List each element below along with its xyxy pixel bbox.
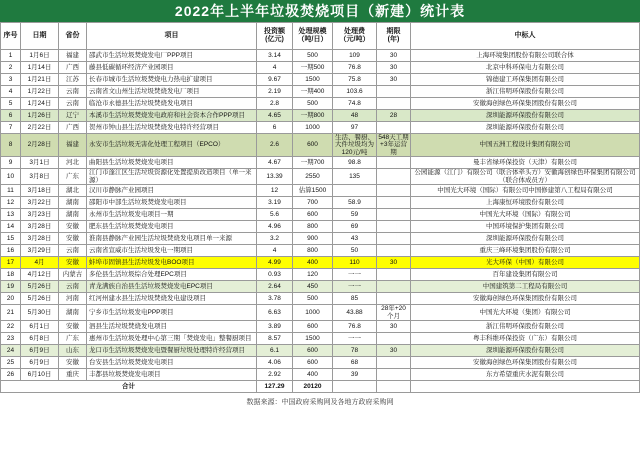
cell-term: 28年+20个月 (377, 305, 411, 321)
cell-project: 蚌埠市固镇县生活垃圾发电BOO项目 (87, 257, 257, 269)
cell-no: 16 (1, 245, 21, 257)
cell-project: 本溪市生活垃圾焚烧发电政府和社会资本合作PPP项目 (87, 110, 257, 122)
cell-term (377, 98, 411, 110)
cell-investment: 0.93 (257, 269, 293, 281)
cell-bidder: 光大环保（中国）有限公司 (411, 257, 640, 269)
cell-bidder: 粤丰科维环保投资（广东）有限公司 (411, 333, 640, 345)
table-row (1, 281, 640, 293)
cell-scale: 600 (293, 321, 333, 333)
cell-bidder: 曼丰省绿环保投资（天津）有限公司 (411, 157, 640, 169)
cell-province: 安徽 (59, 221, 87, 233)
cell-bidder: 深圳能源环保股份有限公司 (411, 110, 640, 122)
cell-investment: 2.8 (257, 98, 293, 110)
table-row (1, 333, 640, 345)
cell-province: 云南 (59, 245, 87, 257)
cell-term (377, 169, 411, 185)
cell-date: 3月22日 (21, 197, 59, 209)
cell-project: 台安县生活垃圾焚烧发电项目 (87, 357, 257, 369)
cell-date: 5月26日 (21, 293, 59, 305)
cell-project: 肥东县生活垃圾焚烧发电项目 (87, 221, 257, 233)
cell-scale: 120 (293, 269, 333, 281)
table-row (1, 257, 640, 269)
table-row (1, 221, 640, 233)
cell-date: 1月26日 (21, 110, 59, 122)
cell-investment: 3.19 (257, 197, 293, 209)
cell-investment: 4.65 (257, 110, 293, 122)
cell-bidder: 上海环境集团股份有限公司联合体 (411, 50, 640, 62)
cell-no: 2 (1, 62, 21, 74)
cell-project: 邵武市生活垃圾焚烧发电厂PPP项目 (87, 50, 257, 62)
cell-date: 3月23日 (21, 209, 59, 221)
cell-scale: 500 (293, 98, 333, 110)
cell-project: 汉川市静脉产业园项目 (87, 185, 257, 197)
cell-date: 3月8日 (21, 169, 59, 185)
table-row (1, 209, 640, 221)
cell-scale: 600 (293, 345, 333, 357)
cell-investment: 6 (257, 122, 293, 134)
table-row (1, 134, 640, 157)
table-row (1, 185, 640, 197)
cell-date: 5月30日 (21, 305, 59, 321)
cell-fee: 110 (333, 257, 377, 269)
cell-term (377, 357, 411, 369)
cell-project: 淮南县静脉产业园生活垃圾焚烧发电项目单一来源 (87, 233, 257, 245)
table-row (1, 74, 640, 86)
cell-fee: 74.8 (333, 98, 377, 110)
cell-no: 13 (1, 209, 21, 221)
cell-bidder: 中国光大环境（集团）有限公司 (411, 305, 640, 321)
table-row (1, 157, 640, 169)
cell-no: 1 (1, 50, 21, 62)
cell-province: 重庆 (59, 369, 87, 381)
cell-scale: 1000 (293, 305, 333, 321)
cell-date: 2月28日 (21, 134, 59, 157)
cell-term: 30 (377, 345, 411, 357)
cell-no: 14 (1, 221, 21, 233)
cell-province: 山东 (59, 345, 87, 357)
cell-project: 青龙满族自治县生活垃圾焚烧发电EPC项目 (87, 281, 257, 293)
table-row (1, 233, 640, 245)
cell-scale: 600 (293, 209, 333, 221)
cell-project: 邵阳市中部生活垃圾焚烧发电项目 (87, 197, 257, 209)
cell-date: 2月22日 (21, 122, 59, 134)
cell-scale: 900 (293, 233, 333, 245)
cell-investment: 6.63 (257, 305, 293, 321)
waste-incineration-table (0, 22, 640, 393)
cell-fee: 76.8 (333, 321, 377, 333)
col-fee: 处理费 （元/吨） (333, 23, 377, 50)
cell-scale: 1500 (293, 74, 333, 86)
cell-fee: 43.88 (333, 305, 377, 321)
cell-term (377, 86, 411, 98)
cell-scale: 一期800 (293, 110, 333, 122)
cell-term (377, 122, 411, 134)
cell-term: 30 (377, 62, 411, 74)
cell-term (377, 233, 411, 245)
table-row (1, 122, 640, 134)
table-total-row (1, 381, 640, 393)
cell-bidder: 中国光大环境（国际）有限公司 (411, 209, 640, 221)
cell-fee: 58.9 (333, 197, 377, 209)
cell-no: 25 (1, 357, 21, 369)
cell-scale: 1500 (293, 333, 333, 345)
page-title: 2022年上半年垃圾焚烧项目（新建）统计表 (174, 3, 466, 19)
cell-bidder: 百年建设集团有限公司 (411, 269, 640, 281)
cell-bidder: 深圳能源环保股份有限公司 (411, 122, 640, 134)
table-row (1, 110, 640, 122)
cell-scale: 500 (293, 50, 333, 62)
cell-bidder: 重庆三峰环境集团股份有限公司 (411, 245, 640, 257)
cell-bidder: 锦德建工环保集团有限公司 (411, 74, 640, 86)
cell-date: 3月28日 (21, 233, 59, 245)
cell-date: 6月1日 (21, 321, 59, 333)
cell-province: 辽宁 (59, 110, 87, 122)
col-bidder: 中标人 (411, 23, 640, 50)
cell-fee: 75.8 (333, 74, 377, 86)
table-body (1, 50, 640, 393)
cell-no: 12 (1, 197, 21, 209)
table-header-row (1, 23, 640, 50)
cell-total-bidder (411, 381, 640, 393)
cell-investment: 3.2 (257, 233, 293, 245)
cell-term (377, 157, 411, 169)
cell-investment: 5.6 (257, 209, 293, 221)
cell-fee (333, 185, 377, 197)
cell-project: 丰都县垃圾焚烧发电项目 (87, 369, 257, 381)
cell-scale: 400 (293, 369, 333, 381)
cell-investment: 4 (257, 245, 293, 257)
cell-province: 广东 (59, 169, 87, 185)
cell-date: 4月12日 (21, 269, 59, 281)
cell-fee: 生活、餐厨、大件垃圾均为120元/吨 (333, 134, 377, 157)
cell-scale: 800 (293, 245, 333, 257)
table-row (1, 357, 640, 369)
cell-date: 6月8日 (21, 333, 59, 345)
cell-scale: 2550 (293, 169, 333, 185)
cell-province: 安徽 (59, 257, 87, 269)
cell-term (377, 245, 411, 257)
table-row (1, 345, 640, 357)
cell-term (377, 269, 411, 281)
cell-province: 安徽 (59, 233, 87, 245)
table-row (1, 269, 640, 281)
cell-fee: 59 (333, 209, 377, 221)
cell-fee: 97 (333, 122, 377, 134)
cell-total-label: 合计 (1, 381, 257, 393)
cell-term (377, 369, 411, 381)
cell-scale: 一期700 (293, 157, 333, 169)
cell-province: 广东 (59, 333, 87, 345)
cell-date: 5月26日 (21, 281, 59, 293)
cell-bidder: 安徽海创绿色环保集团股份有限公司 (411, 357, 640, 369)
cell-scale: 一期400 (293, 86, 333, 98)
cell-province: 河北 (59, 157, 87, 169)
cell-term: 30 (377, 74, 411, 86)
cell-no: 26 (1, 369, 21, 381)
cell-date: 3月29日 (21, 245, 59, 257)
col-investment: 投资额 (亿元) (257, 23, 293, 50)
cell-fee: 50 (333, 245, 377, 257)
cell-bidder: 安徽海创绿色环保集团股份有限公司 (411, 293, 640, 305)
cell-fee: 一一 (333, 333, 377, 345)
cell-project: 曲阳县生活垃圾焚烧发电项目 (87, 157, 257, 169)
cell-fee: 103.6 (333, 86, 377, 98)
cell-scale: 600 (293, 357, 333, 369)
cell-term (377, 185, 411, 197)
cell-fee: 69 (333, 221, 377, 233)
cell-investment: 2.6 (257, 134, 293, 157)
table-row (1, 169, 640, 185)
cell-total-scale: 20120 (293, 381, 333, 393)
cell-bidder: 深圳能源环保股份有限公司 (411, 345, 640, 357)
cell-bidder: 东方希望重庆水泥有限公司 (411, 369, 640, 381)
cell-scale: 800 (293, 221, 333, 233)
cell-fee: 48 (333, 110, 377, 122)
cell-province: 江苏 (59, 74, 87, 86)
col-no: 序号 (1, 23, 21, 50)
cell-bidder: 上海康恒环境股份有限公司 (411, 197, 640, 209)
cell-total-investment: 127.29 (257, 381, 293, 393)
source-note: 数据来源：中国政府采购网及各地方政府采购网 (246, 399, 394, 407)
cell-investment: 4 (257, 62, 293, 74)
cell-investment: 9.67 (257, 74, 293, 86)
cell-term: 30 (377, 257, 411, 269)
col-province: 省份 (59, 23, 87, 50)
cell-bidder: 中国环境保护集团有限公司 (411, 221, 640, 233)
cell-investment: 3.78 (257, 293, 293, 305)
cell-fee: 68 (333, 357, 377, 369)
cell-project: 永州市生活垃圾发电项目一期 (87, 209, 257, 221)
cell-no: 10 (1, 169, 21, 185)
cell-term: 28 (377, 110, 411, 122)
cell-scale: 一期500 (293, 62, 333, 74)
cell-project: 红河州建水县生活垃圾焚烧发电建设项目 (87, 293, 257, 305)
col-project: 项目 (87, 23, 257, 50)
cell-bidder: 中国建筑第二工程局有限公司 (411, 281, 640, 293)
cell-fee: 一一 (333, 281, 377, 293)
cell-fee: 85 (333, 293, 377, 305)
cell-province: 云南 (59, 281, 87, 293)
cell-date: 6月9日 (21, 345, 59, 357)
cell-no: 23 (1, 333, 21, 345)
table-row (1, 245, 640, 257)
cell-term (377, 197, 411, 209)
cell-fee: 98.8 (333, 157, 377, 169)
cell-fee: 109 (333, 50, 377, 62)
cell-no: 4 (1, 86, 21, 98)
table-row (1, 62, 640, 74)
cell-province: 湖南 (59, 209, 87, 221)
cell-term (377, 209, 411, 221)
table-row (1, 197, 640, 209)
cell-project: 云南省宣威市生活垃圾发电一期项目 (87, 245, 257, 257)
cell-no: 8 (1, 134, 21, 157)
cell-no: 7 (1, 122, 21, 134)
cell-scale: 450 (293, 281, 333, 293)
cell-scale: 400 (293, 257, 333, 269)
cell-date: 6月9日 (21, 357, 59, 369)
table-row (1, 98, 640, 110)
cell-project: 永安市生活垃圾无害化处理工程项目（EPCO） (87, 134, 257, 157)
cell-bidder: 安徽海创绿色环保集团股份有限公司 (411, 98, 640, 110)
cell-fee: 135 (333, 169, 377, 185)
cell-date: 3月28日 (21, 221, 59, 233)
cell-project: 多伦县生活垃圾综合处理EPC项目 (87, 269, 257, 281)
cell-bidder: 浙江伟明环保股份有限公司 (411, 321, 640, 333)
cell-no: 15 (1, 233, 21, 245)
cell-project: 云南省文山州生活垃圾焚烧发电厂项目 (87, 86, 257, 98)
col-scale: 处理规模 （吨/日） (293, 23, 333, 50)
cell-province: 安徽 (59, 357, 87, 369)
cell-province: 广西 (59, 62, 87, 74)
cell-project: 临沧市永德县生活垃圾焚烧发电项目 (87, 98, 257, 110)
cell-province: 湖北 (59, 185, 87, 197)
cell-date: 3月18日 (21, 185, 59, 197)
document-title-bar (0, 0, 640, 22)
cell-province: 内蒙古 (59, 269, 87, 281)
cell-no: 24 (1, 345, 21, 357)
cell-investment: 3.89 (257, 321, 293, 333)
cell-fee: 76.8 (333, 62, 377, 74)
cell-province: 云南 (59, 98, 87, 110)
cell-no: 3 (1, 74, 21, 86)
cell-term: 30 (377, 321, 411, 333)
cell-scale: 500 (293, 293, 333, 305)
cell-no: 11 (1, 185, 21, 197)
cell-investment: 2.92 (257, 369, 293, 381)
cell-project: 江门市蓬江区生活垃圾资源化处置提质改造项目（单一来源） (87, 169, 257, 185)
cell-project: 惠州市生活垃圾处理中心第三期「焚烧发电」整餐厨项目 (87, 333, 257, 345)
cell-province: 云南 (59, 86, 87, 98)
table-row (1, 293, 640, 305)
cell-date: 1月24日 (21, 98, 59, 110)
cell-province: 湖南 (59, 305, 87, 321)
cell-no: 17 (1, 257, 21, 269)
cell-investment: 4.99 (257, 257, 293, 269)
cell-term: 548天工期+3年运营期 (378, 134, 409, 156)
cell-bidder: 公园能源（江门）有限公司（联合体牵头方）安徽海创绿色环保集团有限公司（联合体成员方） (411, 169, 640, 185)
cell-project: 龙口市生活垃圾焚烧发电暨餐厨垃圾处理特许经营项目 (87, 345, 257, 357)
cell-province: 安徽 (59, 321, 87, 333)
cell-no: 5 (1, 98, 21, 110)
cell-total-fee (333, 381, 377, 393)
cell-no: 9 (1, 157, 21, 169)
cell-no: 19 (1, 281, 21, 293)
cell-term (377, 293, 411, 305)
cell-fee: 78 (333, 345, 377, 357)
cell-scale: 1000 (293, 122, 333, 134)
cell-date: 3月1日 (21, 157, 59, 169)
table-row (1, 305, 640, 321)
cell-no: 6 (1, 110, 21, 122)
cell-bidder: 中国五洲工程设计集团有限公司 (411, 134, 640, 157)
cell-bidder: 北京中科环保电力有限公司 (411, 62, 640, 74)
col-date: 日期 (21, 23, 59, 50)
cell-date: 6月10日 (21, 369, 59, 381)
cell-investment: 4.67 (257, 157, 293, 169)
cell-fee: 39 (333, 369, 377, 381)
cell-term (377, 333, 411, 345)
cell-province: 广西 (59, 122, 87, 134)
cell-project: 藤县低碳循环经济产业园项目 (87, 62, 257, 74)
cell-investment: 8.57 (257, 333, 293, 345)
cell-investment: 13.39 (257, 169, 293, 185)
cell-no: 20 (1, 293, 21, 305)
cell-bidder: 深圳能源环保股份有限公司 (411, 233, 640, 245)
cell-investment: 2.19 (257, 86, 293, 98)
col-term: 期限 (年) (377, 23, 411, 50)
cell-province: 湖南 (59, 197, 87, 209)
cell-project: 泗县生活垃圾焚烧发电项目 (87, 321, 257, 333)
table-row (1, 369, 640, 381)
cell-scale: 估算1500 (293, 185, 333, 197)
cell-term (377, 221, 411, 233)
cell-total-term (377, 381, 411, 393)
cell-fee: 一一 (333, 269, 377, 281)
cell-no: 21 (1, 305, 21, 321)
cell-scale: 700 (293, 197, 333, 209)
cell-investment: 3.14 (257, 50, 293, 62)
cell-no: 22 (1, 321, 21, 333)
cell-fee: 43 (333, 233, 377, 245)
cell-project: 贺州市钟山县生活垃圾焚烧发电特许经营项目 (87, 122, 257, 134)
cell-bidder: 浙江伟明环保股份有限公司 (411, 86, 640, 98)
cell-date: 1月21日 (21, 74, 59, 86)
cell-project: 宁乡市生活垃圾发电PPP项目 (87, 305, 257, 321)
cell-investment: 4.06 (257, 357, 293, 369)
cell-province: 河南 (59, 293, 87, 305)
cell-date: 1月22日 (21, 86, 59, 98)
cell-investment: 2.64 (257, 281, 293, 293)
cell-investment: 12 (257, 185, 293, 197)
cell-no: 18 (1, 269, 21, 281)
cell-scale: 600 (293, 134, 333, 157)
cell-project: 长春市城市生活垃圾焚烧电力热电扩建项目 (87, 74, 257, 86)
cell-investment: 4.96 (257, 221, 293, 233)
cell-term: 30 (377, 50, 411, 62)
table-row (1, 86, 640, 98)
cell-term (377, 281, 411, 293)
cell-bidder: 中国光大环境（国际）有限公司中国修建第八工程局有限公司 (411, 185, 640, 197)
cell-province: 福建 (59, 50, 87, 62)
cell-province: 福建 (59, 134, 87, 157)
cell-date: 1月6日 (21, 50, 59, 62)
cell-date: 1月14日 (21, 62, 59, 74)
table-row (1, 50, 640, 62)
cell-date: 4月 (21, 257, 59, 269)
table-row (1, 321, 640, 333)
cell-investment: 6.1 (257, 345, 293, 357)
